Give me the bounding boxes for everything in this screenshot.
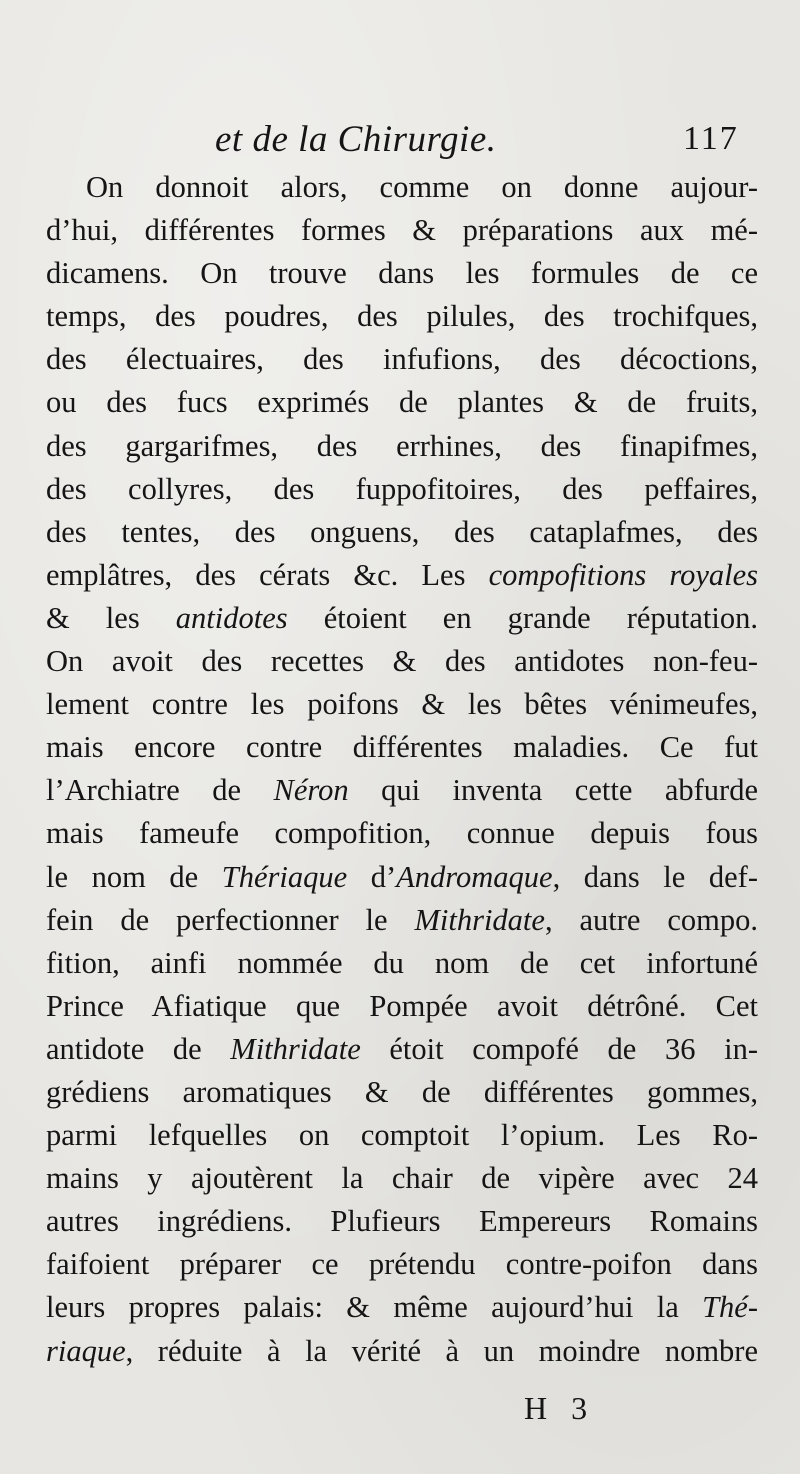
text-line [46, 1071, 758, 1114]
text-segment: fein de perfectionner le [46, 902, 415, 937]
italic-segment: riaque [46, 1333, 126, 1368]
text-segment: d’hui, différentes formes & préparations aux mé- [46, 213, 758, 248]
text-line [46, 1157, 758, 1200]
text-segment: ou des fucs exprimés de plantes & de fruits, [46, 385, 758, 420]
text-line [46, 769, 758, 812]
text-segment: On donnoit alors, comme on donne aujour- [86, 170, 758, 204]
text-segment: des collyres, des fuppofitoires, des peffaires, [46, 471, 758, 506]
text-line [46, 856, 758, 899]
text-segment: , dans le def- [552, 859, 758, 894]
text-segment: fition, ainfi nommée du nom de cet infortuné [46, 945, 758, 980]
text-line [46, 511, 758, 554]
text-line [46, 985, 758, 1028]
text-line [46, 812, 758, 855]
text-segment: faifoient préparer ce prétendu contre-poifon dans [46, 1247, 758, 1282]
text-segment: dicamens. On trouve dans les formules de ce [46, 256, 758, 291]
text-segment: étoit compofé de 36 in- [360, 1031, 758, 1066]
text-line [46, 554, 758, 597]
italic-segment: compofitions royales [488, 557, 758, 592]
text-line [46, 597, 758, 640]
italic-segment: Mithridate [230, 1031, 361, 1066]
text-line [46, 726, 758, 769]
page-header [0, 118, 800, 168]
italic-segment: Andromaque [396, 859, 553, 894]
text-segment: des tentes, des onguens, des cataplafmes, des [46, 514, 758, 549]
text-segment: temps, des poudres, des pilules, des trochifques, [46, 299, 758, 334]
text-segment: grédiens aromatiques & de différentes gommes, [46, 1074, 758, 1109]
italic-segment: Néron [273, 773, 349, 808]
italic-segment: antidotes [175, 600, 288, 635]
text-line [46, 640, 758, 683]
text-segment: , autre compo. [544, 902, 758, 937]
text-line [46, 1286, 758, 1329]
text-segment: qui inventa cette abfurde [348, 773, 758, 808]
text-segment: mains y ajoutèrent la chair de vipère avec 24 [46, 1161, 758, 1196]
body-text [46, 166, 758, 1373]
text-line [46, 1028, 758, 1071]
text-line [46, 942, 758, 985]
text-segment: étoient en grande réputation. [287, 600, 758, 635]
text-segment: On avoit des recettes & des antidotes non-feu- [46, 644, 758, 679]
text-line [46, 683, 758, 726]
text-segment: lement contre les poifons & les bêtes vénimeufes, [46, 687, 758, 722]
italic-segment: Thé- [702, 1290, 758, 1325]
text-line [46, 381, 758, 424]
text-segment: & les [46, 600, 176, 635]
text-segment: autres ingrédiens. Plufieurs Empereurs Romains [46, 1204, 758, 1239]
text-line [46, 1330, 758, 1373]
text-segment: des gargarifmes, des errhines, des finapifmes, [46, 428, 758, 463]
text-segment: mais fameufe compofition, connue depuis fous [46, 816, 758, 851]
running-title: et de la Chirurgie. [215, 119, 497, 160]
text-line [46, 1114, 758, 1157]
text-segment: l’Archiatre de [46, 773, 274, 808]
text-line [46, 468, 758, 511]
signature-mark: H 3 [524, 1390, 596, 1426]
text-segment: Prince Afiatique que Pompée avoit détrôné. Cet [46, 988, 758, 1023]
italic-segment: Thériaque [221, 859, 348, 894]
text-segment: leurs propres palais: & même aujourd’hui la [46, 1290, 703, 1325]
text-line [46, 252, 758, 295]
text-segment: des électuaires, des infufions, des décoctions, [46, 342, 758, 377]
page-number: 117 [683, 120, 739, 157]
text-line [46, 425, 758, 468]
text-line [46, 295, 758, 338]
text-line [46, 899, 758, 942]
text-segment: d’ [347, 859, 397, 894]
text-line [46, 1200, 758, 1243]
text-segment: le nom de [46, 859, 222, 894]
text-line [46, 338, 758, 381]
text-segment: emplâtres, des cérats &c. Les [46, 557, 489, 592]
text-line [46, 209, 758, 252]
text-line [46, 1243, 758, 1286]
italic-segment: Mithridate [414, 902, 545, 937]
text-segment: parmi lefquelles on comptoit l’opium. Les Ro- [46, 1118, 758, 1153]
text-segment: mais encore contre différentes maladies. Ce fut [46, 730, 758, 765]
text-line [46, 166, 758, 209]
text-segment: antidote de [46, 1031, 231, 1066]
text-segment: , réduite à la vérité à un moindre nombre [125, 1333, 758, 1368]
